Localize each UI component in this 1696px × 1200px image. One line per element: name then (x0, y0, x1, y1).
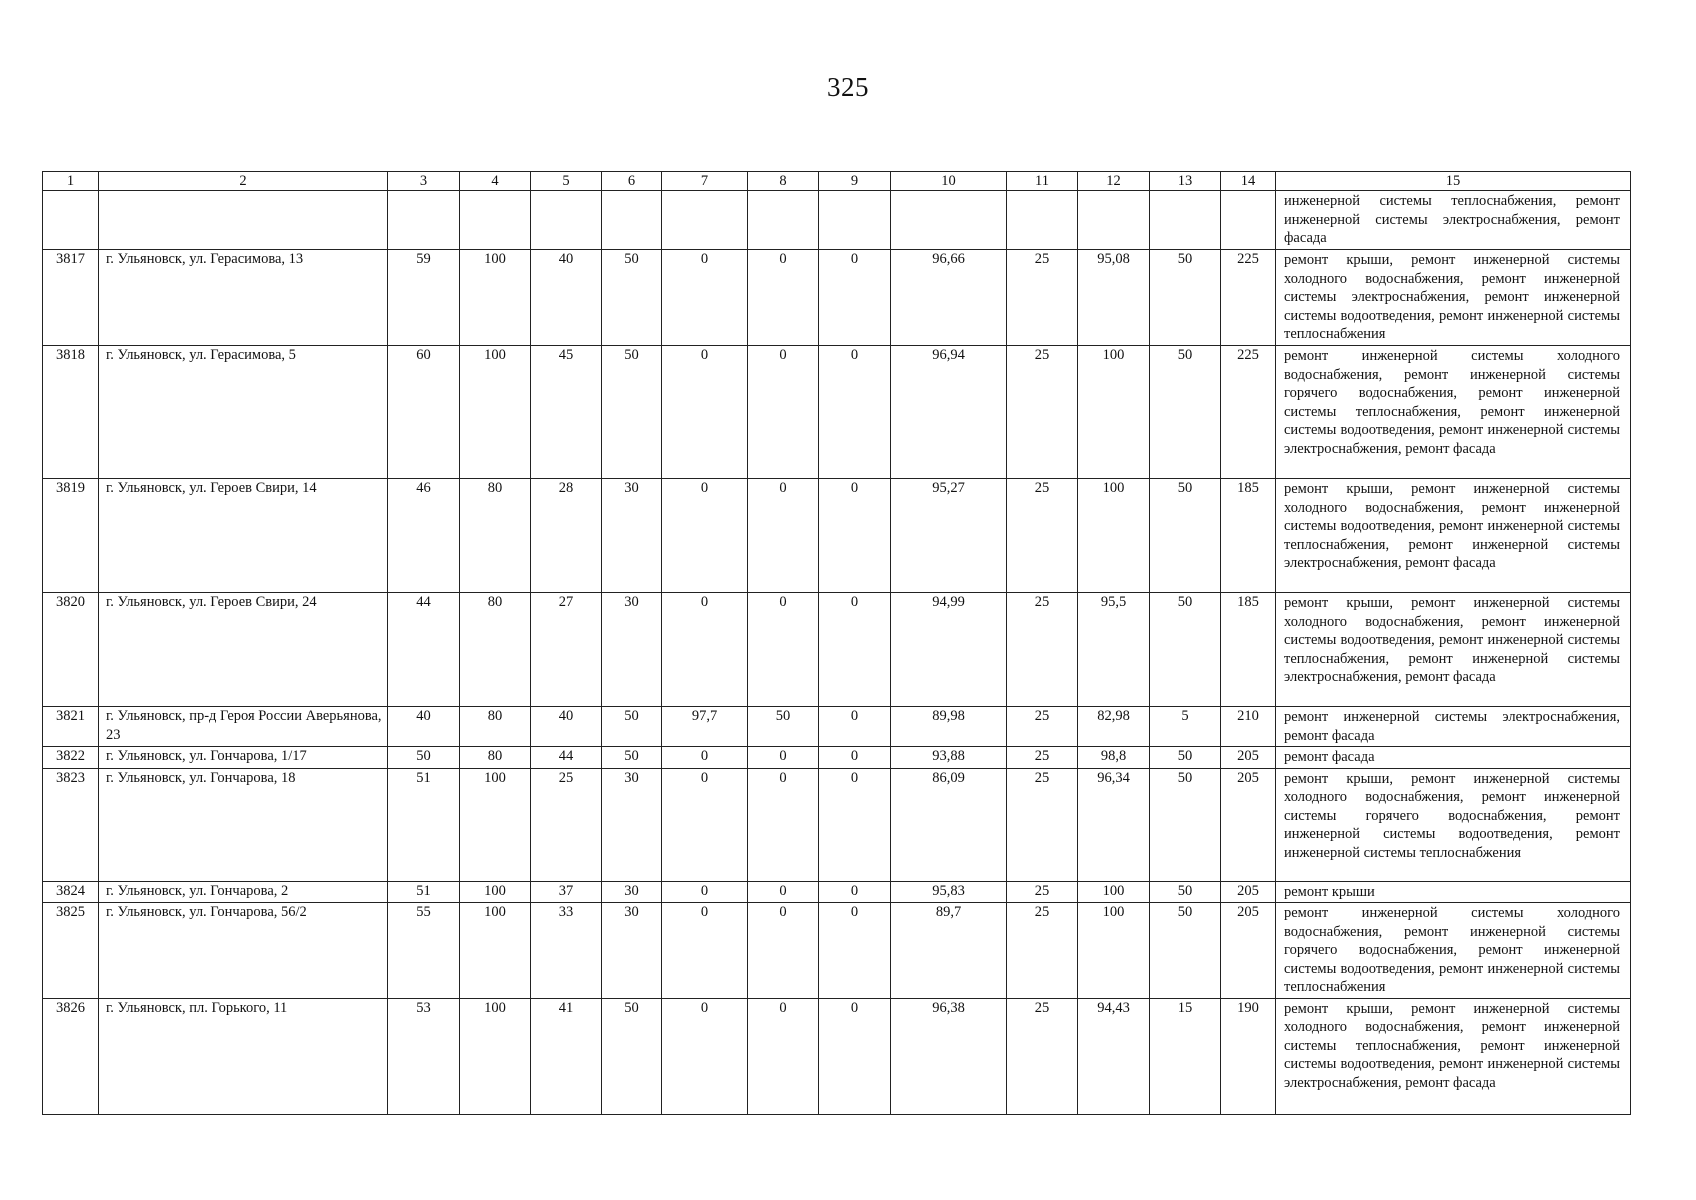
cell-col5 (531, 191, 602, 250)
cell-col11: 25 (1007, 479, 1078, 593)
cell-col3: 40 (388, 707, 460, 747)
row-address: г. Ульяновск, ул. Героев Свири, 14 (99, 479, 388, 593)
cell-col11: 25 (1007, 768, 1078, 881)
header-cell: 13 (1150, 172, 1221, 191)
cell-col12: 100 (1078, 881, 1150, 903)
cell-col12: 100 (1078, 346, 1150, 479)
cell-col12: 94,43 (1078, 998, 1150, 1114)
cell-col3: 59 (388, 250, 460, 346)
cell-col3: 50 (388, 747, 460, 769)
cell-col9: 0 (819, 998, 891, 1114)
cell-col10: 96,94 (891, 346, 1007, 479)
cell-col11: 25 (1007, 747, 1078, 769)
row-id (43, 191, 99, 250)
cell-col7: 0 (662, 593, 748, 707)
header-cell: 3 (388, 172, 460, 191)
row-id: 3821 (43, 707, 99, 747)
cell-col3: 55 (388, 903, 460, 999)
cell-col14 (1221, 191, 1276, 250)
table-row (43, 903, 1631, 999)
header-cell: 11 (1007, 172, 1078, 191)
cell-col8: 0 (748, 479, 819, 593)
row-address: г. Ульяновск, ул. Гончарова, 2 (99, 881, 388, 903)
cell-col12: 82,98 (1078, 707, 1150, 747)
cell-col8: 0 (748, 593, 819, 707)
cell-col10: 89,7 (891, 903, 1007, 999)
row-id: 3817 (43, 250, 99, 346)
cell-col12: 96,34 (1078, 768, 1150, 881)
cell-col5: 27 (531, 593, 602, 707)
row-works: ремонт крыши, ремонт инженерной системы холодного водоснабжения, ремонт инженерной системы теплоснабжения, ремонт инженерной системы водоотведения, ремонт инженерной системы электроснабжения, ремонт фасада (1276, 998, 1631, 1114)
header-cell: 1 (43, 172, 99, 191)
cell-col10: 96,66 (891, 250, 1007, 346)
table-row (43, 346, 1631, 479)
cell-col14: 225 (1221, 250, 1276, 346)
row-address: г. Ульяновск, ул. Герасимова, 5 (99, 346, 388, 479)
cell-col8: 0 (748, 998, 819, 1114)
header-cell: 10 (891, 172, 1007, 191)
cell-col9 (819, 191, 891, 250)
table-row (43, 998, 1631, 1114)
cell-col7 (662, 191, 748, 250)
cell-col9: 0 (819, 881, 891, 903)
row-works: ремонт крыши (1276, 881, 1631, 903)
cell-col6 (602, 191, 662, 250)
row-id: 3819 (43, 479, 99, 593)
cell-col4: 100 (460, 768, 531, 881)
cell-col5: 40 (531, 250, 602, 346)
header-cell: 12 (1078, 172, 1150, 191)
cell-col4: 100 (460, 250, 531, 346)
cell-col3: 53 (388, 998, 460, 1114)
cell-col3 (388, 191, 460, 250)
cell-col9: 0 (819, 707, 891, 747)
row-works: ремонт инженерной системы холодного водоснабжения, ремонт инженерной системы горячего водоснабжения, ремонт инженерной системы водоотведения, ремонт инженерной системы теплоснабжения (1276, 903, 1631, 999)
row-id: 3826 (43, 998, 99, 1114)
cell-col5: 28 (531, 479, 602, 593)
cell-col8: 0 (748, 250, 819, 346)
row-works: ремонт инженерной системы электроснабжения, ремонт фасада (1276, 707, 1631, 747)
cell-col6: 30 (602, 593, 662, 707)
row-address: г. Ульяновск, ул. Героев Свири, 24 (99, 593, 388, 707)
header-cell: 2 (99, 172, 388, 191)
cell-col10: 93,88 (891, 747, 1007, 769)
cell-col4: 80 (460, 593, 531, 707)
cell-col6: 30 (602, 881, 662, 903)
table-row (43, 593, 1631, 707)
cell-col6: 30 (602, 903, 662, 999)
cell-col10: 96,38 (891, 998, 1007, 1114)
header-cell: 14 (1221, 172, 1276, 191)
cell-col5: 37 (531, 881, 602, 903)
cell-col4 (460, 191, 531, 250)
row-works: ремонт инженерной системы холодного водоснабжения, ремонт инженерной системы горячего водоснабжения, ремонт инженерной системы теплоснабжения, ремонт инженерной системы водоотведения, ремонт инженерной системы электроснабжения, ремонт фасада (1276, 346, 1631, 479)
cell-col14: 205 (1221, 747, 1276, 769)
cell-col6: 30 (602, 479, 662, 593)
table-row (43, 250, 1631, 346)
cell-col8: 50 (748, 707, 819, 747)
cell-col4: 80 (460, 747, 531, 769)
cell-col5: 40 (531, 707, 602, 747)
cell-col10: 95,83 (891, 881, 1007, 903)
row-address: г. Ульяновск, пл. Горького, 11 (99, 998, 388, 1114)
row-id: 3825 (43, 903, 99, 999)
cell-col6: 50 (602, 250, 662, 346)
cell-col9: 0 (819, 593, 891, 707)
row-works: ремонт крыши, ремонт инженерной системы холодного водоснабжения, ремонт инженерной системы горячего водоснабжения, ремонт инженерной системы водоотведения, ремонт инженерной системы теплоснабжения (1276, 768, 1631, 881)
cell-col12: 98,8 (1078, 747, 1150, 769)
cell-col13 (1150, 191, 1221, 250)
cell-col6: 50 (602, 998, 662, 1114)
cell-col4: 100 (460, 998, 531, 1114)
row-address: г. Ульяновск, ул. Герасимова, 13 (99, 250, 388, 346)
cell-col10 (891, 191, 1007, 250)
page-number: 325 (827, 72, 869, 102)
row-address: г. Ульяновск, ул. Гончарова, 18 (99, 768, 388, 881)
table-row (43, 191, 1631, 250)
cell-col3: 60 (388, 346, 460, 479)
cell-col12: 95,08 (1078, 250, 1150, 346)
row-works: ремонт фасада (1276, 747, 1631, 769)
cell-col4: 100 (460, 903, 531, 999)
cell-col5: 25 (531, 768, 602, 881)
cell-col13: 50 (1150, 346, 1221, 479)
cell-col14: 185 (1221, 593, 1276, 707)
cell-col4: 80 (460, 479, 531, 593)
row-address: г. Ульяновск, ул. Гончарова, 56/2 (99, 903, 388, 999)
cell-col3: 46 (388, 479, 460, 593)
cell-col7: 0 (662, 998, 748, 1114)
row-id: 3822 (43, 747, 99, 769)
row-works: ремонт крыши, ремонт инженерной системы холодного водоснабжения, ремонт инженерной системы водоотведения, ремонт инженерной системы теплоснабжения, ремонт инженерной системы электроснабжения, ремонт фасада (1276, 479, 1631, 593)
row-id: 3824 (43, 881, 99, 903)
cell-col10: 95,27 (891, 479, 1007, 593)
cell-col7: 0 (662, 747, 748, 769)
header-cell: 4 (460, 172, 531, 191)
cell-col7: 97,7 (662, 707, 748, 747)
cell-col6: 30 (602, 768, 662, 881)
cell-col8 (748, 191, 819, 250)
row-works: ремонт крыши, ремонт инженерной системы холодного водоснабжения, ремонт инженерной системы водоотведения, ремонт инженерной системы теплоснабжения, ремонт инженерной системы электроснабжения, ремонт фасада (1276, 593, 1631, 707)
cell-col13: 5 (1150, 707, 1221, 747)
header-cell: 8 (748, 172, 819, 191)
cell-col11: 25 (1007, 593, 1078, 707)
cell-col7: 0 (662, 768, 748, 881)
cell-col12 (1078, 191, 1150, 250)
table-row (43, 479, 1631, 593)
cell-col11: 25 (1007, 707, 1078, 747)
cell-col13: 50 (1150, 768, 1221, 881)
header-cell: 5 (531, 172, 602, 191)
cell-col5: 44 (531, 747, 602, 769)
cell-col14: 205 (1221, 903, 1276, 999)
row-address: г. Ульяновск, ул. Гончарова, 1/17 (99, 747, 388, 769)
cell-col9: 0 (819, 768, 891, 881)
row-id: 3818 (43, 346, 99, 479)
row-address (99, 191, 388, 250)
capital-repair-table (42, 171, 1631, 1115)
cell-col8: 0 (748, 346, 819, 479)
header-cell: 9 (819, 172, 891, 191)
cell-col9: 0 (819, 479, 891, 593)
cell-col11: 25 (1007, 250, 1078, 346)
cell-col14: 190 (1221, 998, 1276, 1114)
cell-col3: 51 (388, 768, 460, 881)
row-id: 3820 (43, 593, 99, 707)
table-row (43, 768, 1631, 881)
cell-col7: 0 (662, 881, 748, 903)
cell-col9: 0 (819, 747, 891, 769)
cell-col8: 0 (748, 903, 819, 999)
cell-col14: 225 (1221, 346, 1276, 479)
cell-col5: 33 (531, 903, 602, 999)
header-cell: 15 (1276, 172, 1631, 191)
cell-col13: 50 (1150, 881, 1221, 903)
cell-col13: 50 (1150, 479, 1221, 593)
cell-col4: 100 (460, 881, 531, 903)
cell-col13: 50 (1150, 250, 1221, 346)
cell-col11: 25 (1007, 903, 1078, 999)
header-cell: 7 (662, 172, 748, 191)
cell-col14: 185 (1221, 479, 1276, 593)
cell-col5: 41 (531, 998, 602, 1114)
cell-col9: 0 (819, 250, 891, 346)
cell-col7: 0 (662, 479, 748, 593)
cell-col7: 0 (662, 250, 748, 346)
row-address: г. Ульяновск, пр-д Героя России Аверьянова, 23 (99, 707, 388, 747)
cell-col8: 0 (748, 747, 819, 769)
cell-col3: 51 (388, 881, 460, 903)
cell-col13: 50 (1150, 903, 1221, 999)
cell-col8: 0 (748, 881, 819, 903)
cell-col10: 94,99 (891, 593, 1007, 707)
table-row (43, 881, 1631, 903)
cell-col10: 89,98 (891, 707, 1007, 747)
cell-col4: 80 (460, 707, 531, 747)
cell-col12: 95,5 (1078, 593, 1150, 707)
cell-col6: 50 (602, 747, 662, 769)
cell-col11: 25 (1007, 881, 1078, 903)
cell-col14: 205 (1221, 881, 1276, 903)
cell-col12: 100 (1078, 479, 1150, 593)
table-row (43, 707, 1631, 747)
cell-col8: 0 (748, 768, 819, 881)
cell-col13: 15 (1150, 998, 1221, 1114)
row-works: инженерной системы теплоснабжения, ремонт инженерной системы электроснабжения, ремонт фасада (1276, 191, 1631, 250)
cell-col4: 100 (460, 346, 531, 479)
cell-col10: 86,09 (891, 768, 1007, 881)
cell-col14: 205 (1221, 768, 1276, 881)
cell-col11: 25 (1007, 346, 1078, 479)
cell-col13: 50 (1150, 593, 1221, 707)
row-works: ремонт крыши, ремонт инженерной системы холодного водоснабжения, ремонт инженерной системы электроснабжения, ремонт инженерной системы водоотведения, ремонт инженерной системы теплоснабжения (1276, 250, 1631, 346)
cell-col7: 0 (662, 903, 748, 999)
cell-col11: 25 (1007, 998, 1078, 1114)
cell-col11 (1007, 191, 1078, 250)
cell-col3: 44 (388, 593, 460, 707)
cell-col5: 45 (531, 346, 602, 479)
cell-col6: 50 (602, 707, 662, 747)
row-id: 3823 (43, 768, 99, 881)
cell-col7: 0 (662, 346, 748, 479)
cell-col12: 100 (1078, 903, 1150, 999)
table-row (43, 747, 1631, 769)
cell-col9: 0 (819, 346, 891, 479)
cell-col14: 210 (1221, 707, 1276, 747)
cell-col6: 50 (602, 346, 662, 479)
header-cell: 6 (602, 172, 662, 191)
cell-col13: 50 (1150, 747, 1221, 769)
header-row (43, 172, 1631, 191)
cell-col9: 0 (819, 903, 891, 999)
